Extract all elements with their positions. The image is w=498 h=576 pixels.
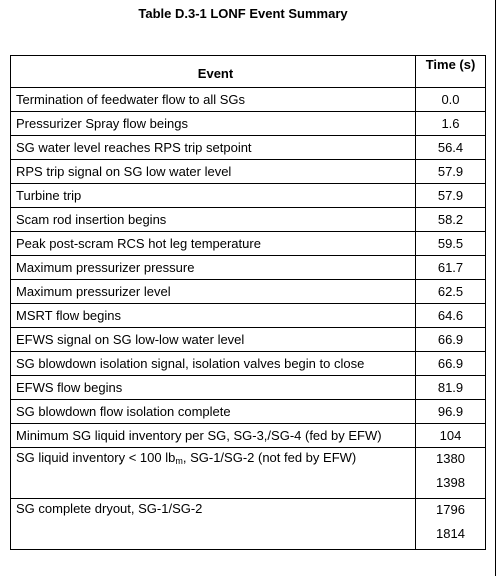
time-cell: 61.7 (416, 256, 486, 280)
time-cell: 104 (416, 424, 486, 448)
header-row (11, 56, 486, 88)
table-row-inventory (11, 448, 486, 499)
event-cell: SG complete dryout, SG-1/SG-2 (11, 499, 416, 550)
time-value-sg1: 1796 (436, 502, 465, 517)
time-value-sg2: 1398 (436, 475, 465, 490)
time-value-sg2: 1814 (436, 526, 465, 541)
table-title: Table D.3-1 LONF Event Summary (138, 6, 348, 21)
event-summary-table (10, 55, 486, 550)
table-row (11, 352, 486, 376)
table-row-dryout (11, 499, 486, 550)
inventory-suffix: , SG-1/SG-2 (not fed by EFW) (182, 450, 357, 465)
table-body (11, 88, 486, 550)
table-row (11, 376, 486, 400)
table-row (11, 232, 486, 256)
event-cell: SG water level reaches RPS trip setpoint (11, 136, 416, 160)
time-cell: 1.6 (416, 112, 486, 136)
event-cell: Turbine trip (11, 184, 416, 208)
time-cell: 62.5 (416, 280, 486, 304)
time-cell: 64.6 (416, 304, 486, 328)
time-cell: 59.5 (416, 232, 486, 256)
event-cell (11, 448, 416, 499)
event-cell: RPS trip signal on SG low water level (11, 160, 416, 184)
time-cell: 56.4 (416, 136, 486, 160)
table-row (11, 304, 486, 328)
event-cell: Scam rod insertion begins (11, 208, 416, 232)
table-row (11, 424, 486, 448)
table-row (11, 184, 486, 208)
table-row (11, 280, 486, 304)
event-cell: Pressurizer Spray flow beings (11, 112, 416, 136)
table-row (11, 208, 486, 232)
time-cell: 57.9 (416, 160, 486, 184)
event-cell: MSRT flow begins (11, 304, 416, 328)
event-cell: SG blowdown isolation signal, isolation valves begin to close (11, 352, 416, 376)
time-cell: 58.2 (416, 208, 486, 232)
event-cell: SG blowdown flow isolation complete (11, 400, 416, 424)
inventory-prefix: SG liquid inventory < 100 lb (16, 450, 176, 465)
inventory-unit-subscript: m (175, 456, 183, 466)
time-cell (416, 448, 486, 499)
time-column-header: Time (s) (416, 56, 486, 88)
table-row (11, 112, 486, 136)
time-cell: 0.0 (416, 88, 486, 112)
table-row (11, 88, 486, 112)
event-cell: Maximum pressurizer level (11, 280, 416, 304)
time-cell: 66.9 (416, 352, 486, 376)
table-row (11, 136, 486, 160)
event-cell: EFWS signal on SG low-low water level (11, 328, 416, 352)
page-edge-rule (495, 0, 496, 576)
table-row (11, 328, 486, 352)
event-cell: Minimum SG liquid inventory per SG, SG-3,/SG-4 (fed by EFW) (11, 424, 416, 448)
time-cell: 81.9 (416, 376, 486, 400)
time-cell: 57.9 (416, 184, 486, 208)
event-cell: Peak post-scram RCS hot leg temperature (11, 232, 416, 256)
table-row (11, 256, 486, 280)
event-cell: Termination of feedwater flow to all SGs (11, 88, 416, 112)
time-value-sg1: 1380 (436, 451, 465, 466)
table-row (11, 400, 486, 424)
table-row (11, 160, 486, 184)
time-cell (416, 499, 486, 550)
event-cell: EFWS flow begins (11, 376, 416, 400)
event-cell: Maximum pressurizer pressure (11, 256, 416, 280)
event-column-header: Event (11, 56, 416, 88)
time-cell: 96.9 (416, 400, 486, 424)
time-cell: 66.9 (416, 328, 486, 352)
